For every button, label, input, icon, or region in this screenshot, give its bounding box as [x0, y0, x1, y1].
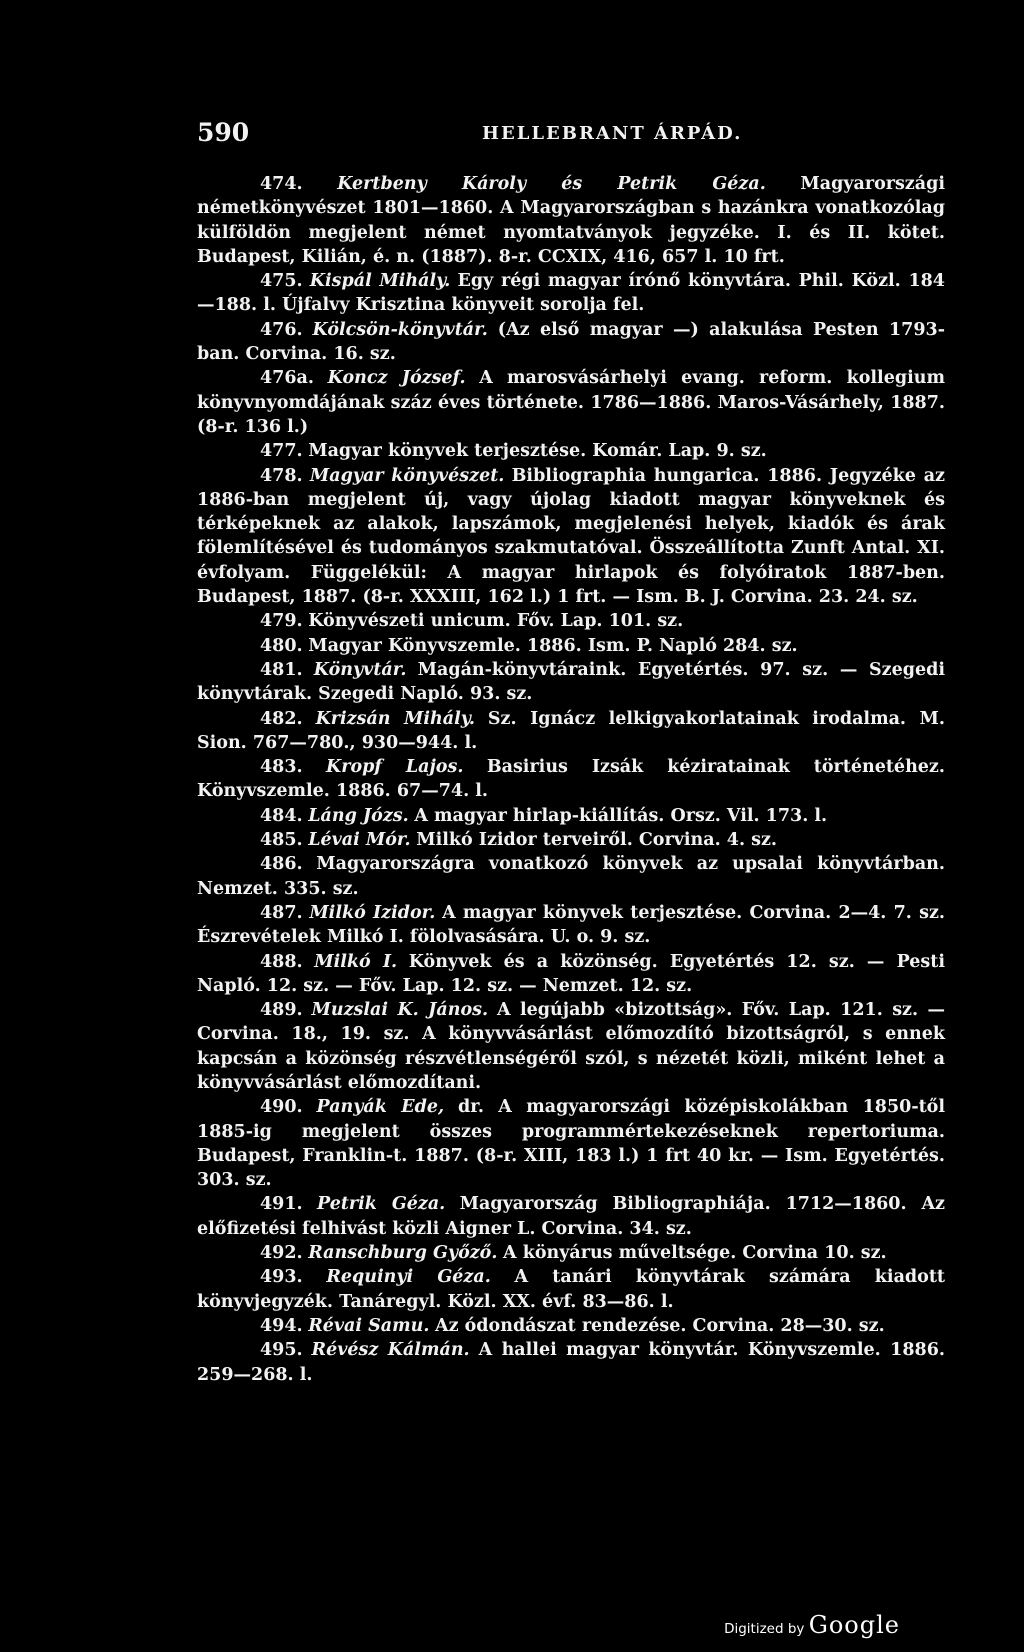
entry-author: Koncz József.	[327, 368, 466, 389]
entry-text: Sz. Ignácz lelkigyakorlatainak irodalma. M. Sion. 767—780., 930—944. l.	[197, 708, 945, 753]
entry-number: 476.	[260, 319, 303, 340]
entry-number: 478.	[260, 465, 303, 486]
entry-author: Könyvtár.	[313, 659, 407, 680]
entry-author: Révai Samu.	[308, 1315, 430, 1336]
bibliography-entry	[197, 998, 945, 1095]
entry-number: 492.	[260, 1243, 303, 1264]
bibliography-entries	[197, 172, 945, 1387]
entry-text: dr. A magyarországi középiskolákban 1850-től 1885-ig megjelent összes programmértekezéseknek repertoriuma. Budapest, Franklin-t. 1887. (8-r. XIII, 183 l.) 1 frt 40 kr. — Ism. Egyetértés. 303. sz.	[197, 1097, 945, 1191]
entry-text: Az ódondászat rendezése. Corvina. 28—30. sz.	[435, 1315, 885, 1336]
bibliography-entry	[197, 1192, 945, 1241]
entry-text: (Az első magyar —) alakulása Pesten 1793-ban. Corvina. 16. sz.	[197, 319, 945, 365]
bibliography-entry	[197, 1241, 945, 1265]
entry-number: 487.	[260, 902, 303, 923]
entry-number: 484.	[260, 805, 303, 826]
entry-text: Magyarországi németkönyvészet 1801—1860. A Magyarországban s hazánkra vonatkozólag külföldön megjelent német nyomtatványok jegyzéke. I. és II. kötet. Budapest, Kilián, é. n. (1887). 8-r. CCXIX, 416, 657 l. 10 frt.	[197, 174, 945, 267]
entry-author: Kölcsön-könyvtár.	[312, 319, 488, 340]
entry-number: 495.	[260, 1340, 303, 1361]
entry-author: Ranschburg Győző.	[308, 1243, 498, 1264]
entry-number: 483.	[260, 757, 303, 778]
bibliography-entry	[197, 901, 945, 950]
entry-text: Milkó Izidor terveiről. Corvina. 4. sz.	[416, 830, 778, 851]
bibliography-entry	[197, 634, 945, 658]
entry-text: Magyar Könyvszemle. 1886. Ism. P. Napló 284. sz.	[308, 635, 798, 656]
entry-number: 479.	[260, 611, 303, 632]
bibliography-entry	[197, 269, 945, 318]
entry-author: Milkó I.	[314, 951, 398, 972]
entry-text: A könyárus műveltsége. Corvina 10. sz.	[503, 1243, 887, 1264]
bibliography-entry	[197, 658, 945, 707]
bibliography-entry	[197, 755, 945, 804]
bibliography-entry	[197, 172, 945, 269]
entry-number: 488.	[260, 951, 303, 972]
bibliography-entry	[197, 828, 945, 852]
entry-author: Requinyi Géza.	[326, 1267, 491, 1288]
google-logo: Google	[808, 1611, 900, 1639]
entry-text: A magyar könyvek terjesztése. Corvina. 2—4. 7. sz. Észrevételek Milkó I. fölolvasására. U. o. 9. sz.	[197, 902, 945, 948]
entry-number: 475.	[260, 271, 303, 292]
entry-text: A legújabb «bizottság». Főv. Lap. 121. sz. — Corvina. 18., 19. sz. A könyvvásárlást előmozdító bizottságról, s ennek kapcsán a közönség részvétlenségéről szól, s nézetét közli, miként lehet a könyvvásárlást előmozdítani.	[197, 1000, 945, 1093]
running-head: HELLEBRANT ÁRPÁD.	[482, 123, 743, 144]
bibliography-entry	[197, 1095, 945, 1192]
entry-author: Milkó Izidor.	[309, 902, 436, 923]
entry-number: 486.	[260, 854, 303, 875]
entry-text: Magyar könyvek terjesztése. Komár. Lap. 9. sz.	[308, 441, 767, 462]
page-header	[197, 118, 937, 148]
entry-number: 482.	[260, 708, 303, 729]
entry-text: A hallei magyar könyvtár. Könyvszemle. 1886. 259—268. l.	[197, 1340, 945, 1385]
entry-number: 474.	[260, 174, 303, 194]
entry-number: 490.	[260, 1097, 303, 1118]
digitized-by-footer	[724, 1611, 900, 1639]
entry-author: Láng Józs.	[308, 805, 409, 826]
entry-author: Révész Kálmán.	[311, 1340, 470, 1361]
entry-text: Magyarország Bibliographiája. 1712—1860. Az előfizetési felhivást közli Aigner L. Corvina. 34. sz.	[197, 1194, 945, 1239]
entry-number: 480.	[260, 635, 303, 656]
entry-number: 477.	[260, 441, 303, 462]
entry-author: Kertbeny Károly és Petrik Géza.	[337, 174, 766, 194]
entry-number: 481.	[260, 659, 303, 680]
bibliography-entry	[197, 1338, 945, 1387]
entry-author: Lévai Mór.	[308, 830, 411, 851]
entry-text: A marosvásárhelyi evang. reform. kollegium könyvnyomdájának száz éves története. 1786—1886. Maros-Vásárhely, 1887. (8-r. 136 l.)	[197, 368, 945, 437]
bibliography-entry	[197, 439, 945, 463]
entry-author: Magyar könyvészet.	[309, 465, 505, 486]
entry-number: 491.	[260, 1194, 303, 1215]
entry-author: Muzslai K. János.	[311, 1000, 489, 1021]
entry-text: Basirius Izsák kéziratainak történetéhez. Könyvszemle. 1886. 67—74. l.	[197, 757, 945, 802]
bibliography-entry	[197, 1265, 945, 1314]
entry-number: 489.	[260, 1000, 303, 1021]
bibliography-entry	[197, 804, 945, 828]
entry-text: A magyar hirlap-kiállítás. Orsz. Vil. 173. l.	[414, 805, 828, 826]
entry-text: Magyarországra vonatkozó könyvek az upsalai könyvtárban. Nemzet. 335. sz.	[197, 854, 945, 899]
entry-number: 476a.	[260, 368, 314, 389]
bibliography-entry	[197, 366, 945, 439]
entry-author: Krizsán Mihály.	[315, 708, 475, 729]
entry-number: 493.	[260, 1267, 303, 1288]
bibliography-entry	[197, 318, 945, 367]
bibliography-entry	[197, 609, 945, 633]
digitized-label: Digitized by	[724, 1621, 805, 1637]
bibliography-entry	[197, 464, 945, 610]
entry-author: Petrik Géza.	[317, 1194, 446, 1215]
bibliography-entry	[197, 852, 945, 901]
entry-text: Könyvészeti unicum. Főv. Lap. 101. sz.	[308, 611, 684, 632]
entry-text: Bibliographia hungarica. 1886. Jegyzéke az 1886-ban megjelent új, vagy újolag kiadott magyar könyveknek és térképeknek az alakok, lapszámok, megjelenési helyek, kiadók és árak fölemlítésével és tudományos szakmutatóval. Összeállította Zunft Antal. XI. évfolyam. Függelékül: A magyar hirlapok és folyóiratok 1887-ben. Budapest, 1887. (8-r. XXXIII, 162 l.) 1 frt. — Ism. B. J. Corvina. 23. 24. sz.	[197, 465, 945, 608]
page-number: 590	[197, 118, 250, 147]
entry-text: Egy régi magyar írónő könyvtára. Phil. Közl. 184—188. l. Újfalvy Krisztina könyveit sorolja fel.	[197, 271, 945, 316]
entry-number: 494.	[260, 1315, 303, 1336]
entry-author: Kispál Mihály.	[309, 271, 451, 292]
entry-text: A tanári könyvtárak számára kiadott könyvjegyzék. Tanáregyl. Közl. XX. évf. 83—86. l.	[197, 1267, 945, 1312]
bibliography-entry	[197, 707, 945, 756]
entry-number: 485.	[260, 830, 303, 851]
entry-text: Magán-könyvtáraink. Egyetértés. 97. sz. — Szegedi könyvtárak. Szegedi Napló. 93. sz.	[197, 659, 945, 705]
bibliography-entry	[197, 950, 945, 999]
entry-author: Kropf Lajos.	[326, 757, 464, 778]
entry-author: Panyák Ede,	[316, 1097, 445, 1118]
entry-text: Könyvek és a közönség. Egyetértés 12. sz. — Pesti Napló. 12. sz. — Főv. Lap. 12. sz. — Nemzet. 12. sz.	[197, 951, 945, 996]
bibliography-entry	[197, 1314, 945, 1338]
